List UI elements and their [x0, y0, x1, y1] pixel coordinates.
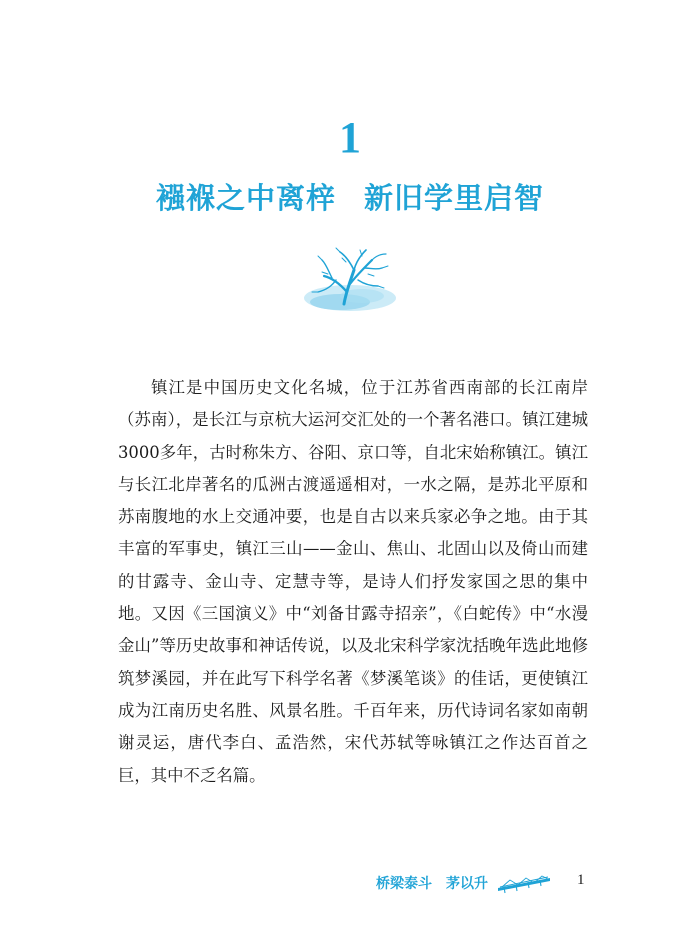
page-footer — [376, 871, 552, 895]
body-paragraph: 镇江是中国历史文化名城，位于江苏省西南部的长江南岸（苏南），是长江与京杭大运河交汇处的一个著名港口。镇江建城3000多年，古时称朱方、谷阳、京口等，自北宋始称镇江。镇江与长江北岸著名的瓜洲古渡遥遥相对，一水之隔，是苏北平原和苏南腹地的水上交通冲要，也是自古以来兵家必争之地。由于其丰富的军事史，镇江三山——金山、焦山、北固山以及倚山而建的甘露寺、金山寺、定慧寺等，是诗人们抒发家国之思的集中地。又因《三国演义》中“刘备甘露寺招亲”，《白蛇传》中“水漫金山”等历史故事和神话传说，以及北宋科学家沈括晚年选此地修筑梦溪园，并在此写下科学名著《梦溪笔谈》的佳话，更使镇江成为江南历史名胜、风景名胜。千百年来，历代诗词名家如南朝谢灵运，唐代李白、孟浩然，宋代苏轼等咏镇江之作达百首之巨，其中不乏名篇。 — [118, 378, 588, 785]
chapter-number: 1 — [339, 113, 361, 162]
chapter-title-part2: 新旧学里启智 — [364, 181, 545, 215]
chapter-title-part1: 襁褓之中离梓 — [155, 181, 336, 215]
footer-author: 茅以升 — [446, 876, 488, 892]
coral-tree-icon — [300, 246, 400, 316]
bridge-icon — [496, 872, 552, 894]
chapter-title — [0, 176, 700, 217]
footer-book-title: 桥梁泰斗 — [376, 876, 432, 892]
page-number: 1 — [577, 872, 585, 888]
